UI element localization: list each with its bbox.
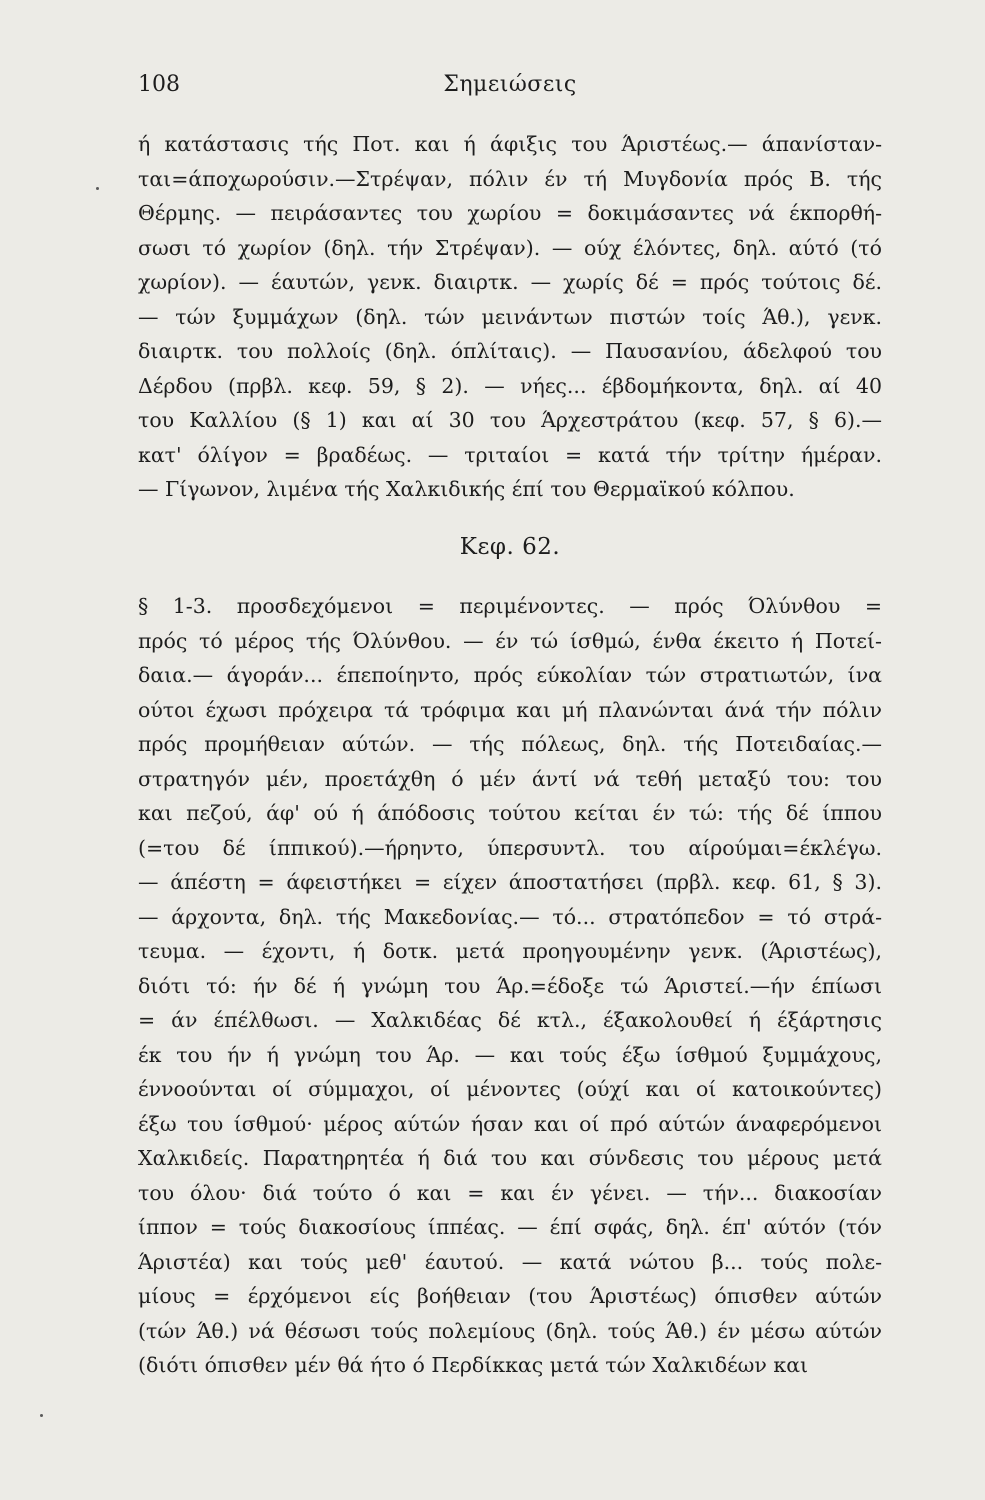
text-line: (διότι όπισθεν μέν θά ήτο ό Περδίκκας μετά τών Χαλκιδέων και xyxy=(138,1353,809,1377)
text-line: — τών ξυμμάχων (δηλ. τών μεινάντων πιστών τοίς Άθ.), γενκ. xyxy=(138,304,882,329)
text-line: Άριστέα) και τούς μεθ' έαυτού. — κατά νώτου β... τούς πολε- xyxy=(138,1249,882,1274)
text-line: Θέρμης. — πειράσαντες του χωρίου = δοκιμάσαντες νά έκπορθή- xyxy=(138,201,882,225)
text-line: δαια.— άγοράν... έπεποίηντο, πρός εύκολίαν τών στρατιωτών, ίνα xyxy=(138,663,882,687)
text-line: χωρίον). — έαυτών, γενκ. διαιρτκ. — χωρίς δέ = πρός τούτοις δέ. xyxy=(138,270,882,294)
text-line: μίους = έρχόμενοι είς βοήθειαν (του Άριστέως) όπισθεν αύτών xyxy=(138,1284,882,1308)
text-line: του Καλλίου (§ 1) και αί 30 του Άρχεστράτου (κεφ. 57, § 6).— xyxy=(138,408,882,432)
text-line: διαιρτκ. του πολλοίς (δηλ. όπλίταις). — Παυσανίου, άδελφού του xyxy=(138,339,882,363)
page-header xyxy=(138,72,882,106)
print-speck xyxy=(40,1414,43,1417)
notes-section-2 xyxy=(138,589,882,1383)
text-line: τευμα. — έχοντι, ή δοτκ. μετά προηγουμένην γενκ. (Άριστέως), xyxy=(138,939,882,963)
text-line: — άρχοντα, δηλ. τής Μακεδονίας.— τό... στρατόπεδον = τό στρά- xyxy=(138,904,882,929)
chapter-heading: Κεφ. 62. xyxy=(459,534,561,560)
text-line: ίππον = τούς διακοσίους ίππέας. — έπί σφάς, δηλ. έπ' αύτόν (τόν xyxy=(138,1215,882,1239)
text-line: έννοούνται οί σύμμαχοι, οί μένοντες (ούχί και οί κατοικούντες) xyxy=(138,1077,882,1101)
print-speck xyxy=(96,187,99,190)
text-line: (=του δέ ίππικού).—ήρηντο, ύπερσυντλ. του αίρούμαι=έκλέγω. xyxy=(138,835,882,860)
notes-section-1 xyxy=(138,127,882,507)
text-line: διότι τό: ήν δέ ή γνώμη του Άρ.=έδοξε τώ Άριστεί.—ήν έπίωσι xyxy=(138,973,882,998)
text-line: § 1-3. προσδεχόμενοι = περιμένοντες. — πρός Όλύνθου = xyxy=(138,594,882,618)
text-line: ή κατάστασις τής Ποτ. και ή άφιξις του Άριστέως.— άπανίσταν- xyxy=(138,132,882,156)
running-title: Σημειώσεις xyxy=(443,72,577,97)
text-line: Δέρδου (πρβλ. κεφ. 59, § 2). — νήες... έβδομήκοντα, δηλ. αί 40 xyxy=(138,373,882,398)
text-line: και πεζού, άφ' ού ή άπόδοσις τούτου κείται έν τώ: τής δέ ίππου xyxy=(138,801,882,825)
text-line: σωσι τό χωρίον (δηλ. τήν Στρέψαν). — ούχ έλόντες, δηλ. αύτό (τό xyxy=(138,235,882,260)
text-line: πρός τό μέρος τής Όλύνθου. — έν τώ ίσθμώ, ένθα έκειτο ή Ποτεί- xyxy=(138,628,882,653)
text-line: στρατηγόν μέν, προετάχθη ό μέν άντί νά τεθή μεταξύ του: του xyxy=(138,766,882,791)
text-line: πρός προμήθειαν αύτών. — τής πόλεως, δηλ. τής Ποτειδαίας.— xyxy=(138,732,882,756)
text-line: — Γίγωνον, λιμένα τής Χαλκιδικής έπί του Θερμαϊκού κόλπου. xyxy=(138,477,795,501)
text-line: Χαλκιδείς. Παρατηρητέα ή διά του και σύνδεσις του μέρους μετά xyxy=(138,1146,882,1170)
text-line: (τών Άθ.) νά θέσωσι τούς πολεμίους (δηλ. τούς Άθ.) έν μέσω αύτών xyxy=(138,1318,882,1343)
text-line: κατ' όλίγον = βραδέως. — τριταίοι = κατά τήν τρίτην ήμέραν. xyxy=(138,442,882,467)
text-line: έκ του ήν ή γνώμη του Άρ. — και τούς έξω ίσθμού ξυμμάχους, xyxy=(138,1042,882,1067)
page-number: 108 xyxy=(138,72,180,97)
text-line: = άν έπέλθωσι. — Χαλκιδέας δέ κτλ., έξακολουθεί ή έξάρτησις xyxy=(138,1008,882,1032)
text-line: — άπέστη = άφειστήκει = είχεν άποστατήσει (πρβλ. κεφ. 61, § 3). xyxy=(138,870,882,894)
text-line: ούτοι έχωσι πρόχειρα τά τρόφιμα και μή πλανώνται άνά τήν πόλιν xyxy=(138,697,882,722)
text-line: έξω του ίσθμού· μέρος αύτών ήσαν και οί πρό αύτών άναφερόμενοι xyxy=(138,1111,882,1136)
text-line: ται=άποχωρούσιν.—Στρέψαν, πόλιν έν τή Μυγδονία πρός Β. τής xyxy=(138,166,882,191)
text-line: του όλου· διά τούτο ό και = και έν γένει. — τήν... διακοσίαν xyxy=(138,1180,882,1205)
